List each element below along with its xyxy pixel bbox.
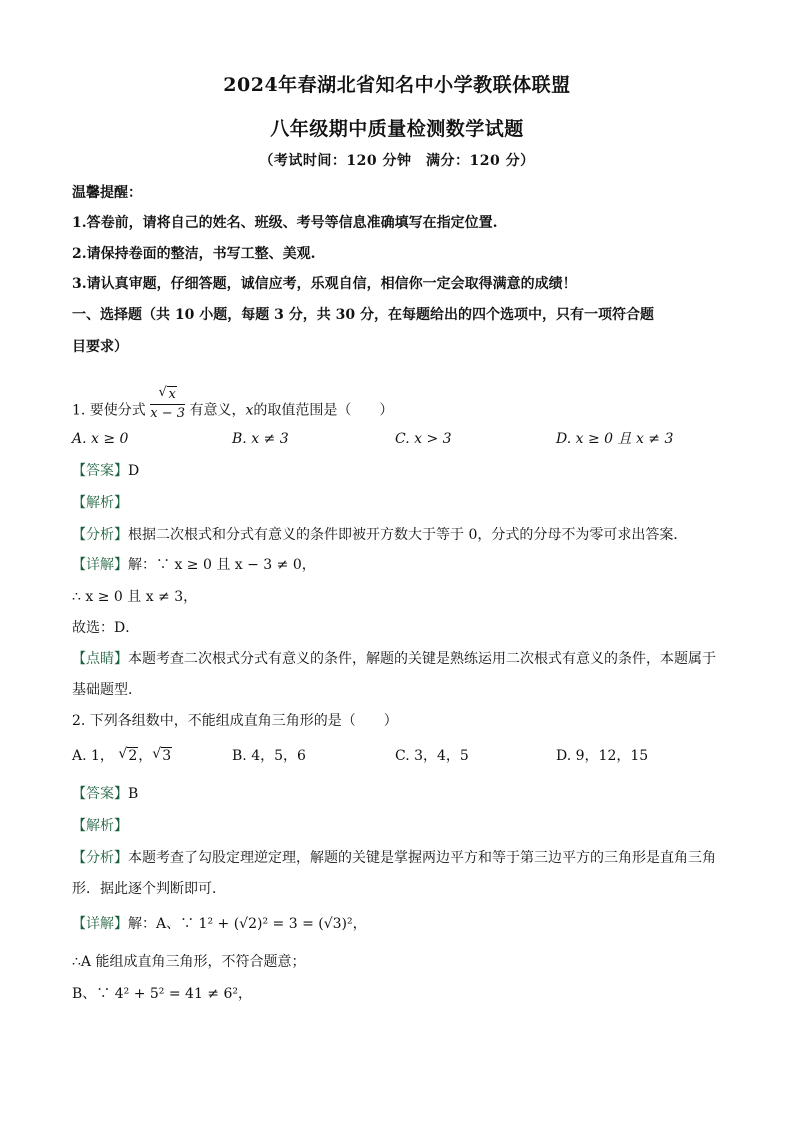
section1-heading-line1: 一、选择题（共 10 小题，每题 3 分，共 30 分，在每题给出的四个选项中，只有一项符合题 <box>72 307 654 323</box>
tip-item-1: 1.答卷前，请将自己的姓名、班级、考号等信息准确填写在指定位置. <box>72 215 498 231</box>
q2-analysis-tag: 【解析】 <box>72 818 128 834</box>
q2-option-a <box>72 746 172 766</box>
q2-xiangjie-text: 解：A、∵ 1² + (√2)² = 3 = (√3)²， <box>128 916 367 932</box>
q1-fenxi <box>72 525 687 545</box>
q2-option-a-radicand-2: 3 <box>162 748 172 764</box>
q1-fenxi-text: 根据二次根式和分式有意义的条件即被开方数大于等于 0，分式的分母不为零可求出答案． <box>128 527 688 543</box>
q1-step-2: ∴ x ≥ 0 且 x ≠ 3， <box>72 589 198 605</box>
q1-option-c: C. x > 3 <box>395 431 452 447</box>
q1-option-b: B. x ≠ 3 <box>232 431 289 447</box>
section1-heading-line2: 目要求） <box>72 339 128 355</box>
q2-option-a-sqrt3 <box>152 746 172 766</box>
q1-xiangjie-tag: 【详解】 <box>72 557 128 573</box>
q2-option-a-sep: ， <box>138 748 153 764</box>
q2-answer-value: B <box>128 786 139 802</box>
q2-option-d: D. 9，12，15 <box>556 748 649 764</box>
q1-fraction-denominator: x − 3 <box>150 406 186 421</box>
q2-step-a2: ∴A 能组成直角三角形，不符合题意； <box>72 954 306 970</box>
q1-dianjing-text: 本题考查二次根式分式有意义的条件，解题的关键是熟练运用二次根式有意义的条件，本题属于 <box>128 651 716 667</box>
q2-stem: 2. 下列各组数中，不能组成直角三角形的是（ ） <box>72 713 398 729</box>
q2-option-a-radicand-1: 2 <box>128 748 138 764</box>
tip-item-2: 2.请保持卷面的整洁，书写工整、美观. <box>72 246 316 262</box>
q2-option-a-prefix: A. 1， <box>72 748 114 764</box>
exam-title-line2: 八年级期中质量检测数学试题 <box>270 118 524 140</box>
q2-option-b: B. 4，5，6 <box>232 748 306 764</box>
q2-step-b: B、∵ 4² + 5² = 41 ≠ 6²， <box>72 986 253 1002</box>
q1-dianjing-tag: 【点睛】 <box>72 651 128 667</box>
exam-title-line1: 2024年春湖北省知名中小学教联体联盟 <box>223 74 571 96</box>
q1-stem <box>72 387 394 429</box>
q1-stem-suffix2: 的取值范围是（ ） <box>253 402 394 419</box>
tip-item-3: 3.请认真审题，仔细答题，诚信应考，乐观自信，相信你一定会取得满意的成绩！ <box>72 276 577 292</box>
q1-stem-var: x <box>245 402 254 419</box>
q1-xiangjie-text: 解：∵ x ≥ 0 且 x − 3 ≠ 0， <box>128 557 316 573</box>
q1-answer-tag: 【答案】 <box>72 463 128 479</box>
q2-fenxi <box>72 848 716 868</box>
q1-dianjing <box>72 649 716 669</box>
q1-xiangjie <box>72 555 316 575</box>
q2-xiangjie <box>72 914 367 934</box>
q1-step-3: 故选：D． <box>72 620 140 636</box>
q1-answer <box>72 461 139 481</box>
q2-answer-tag: 【答案】 <box>72 786 128 802</box>
q1-sqrt-radicand: x <box>168 387 176 402</box>
q1-stem-suffix: 有意义， <box>189 402 246 419</box>
q1-answer-value: D <box>128 463 140 479</box>
q2-fenxi-line2: 形．据此逐个判断即可． <box>72 881 226 897</box>
q1-fraction-numerator <box>150 386 185 405</box>
tips-heading: 温馨提醒： <box>72 185 142 201</box>
q2-fenxi-text: 本题考查了勾股定理逆定理，解题的关键是掌握两边平方和等于第三边平方的三角形是直角三角 <box>128 850 716 866</box>
q2-option-a-sqrt2 <box>118 746 138 766</box>
q1-stem-prefix: 1. 要使分式 <box>72 402 146 419</box>
q1-analysis-tag: 【解析】 <box>72 495 128 511</box>
q2-xiangjie-tag: 【详解】 <box>72 916 128 932</box>
q2-answer <box>72 784 138 804</box>
q1-fraction <box>150 386 185 423</box>
q2-option-c: C. 3，4，5 <box>395 748 469 764</box>
q1-option-d: D. x ≥ 0 且 x ≠ 3 <box>556 431 674 447</box>
q2-fenxi-tag: 【分析】 <box>72 850 128 866</box>
q1-option-a: A. x ≥ 0 <box>72 431 129 447</box>
q1-fenxi-tag: 【分析】 <box>72 527 128 543</box>
exam-subtitle: （考试时间：120 分钟 满分：120 分） <box>259 153 535 169</box>
q1-dianjing-line2: 基础题型． <box>72 682 142 698</box>
